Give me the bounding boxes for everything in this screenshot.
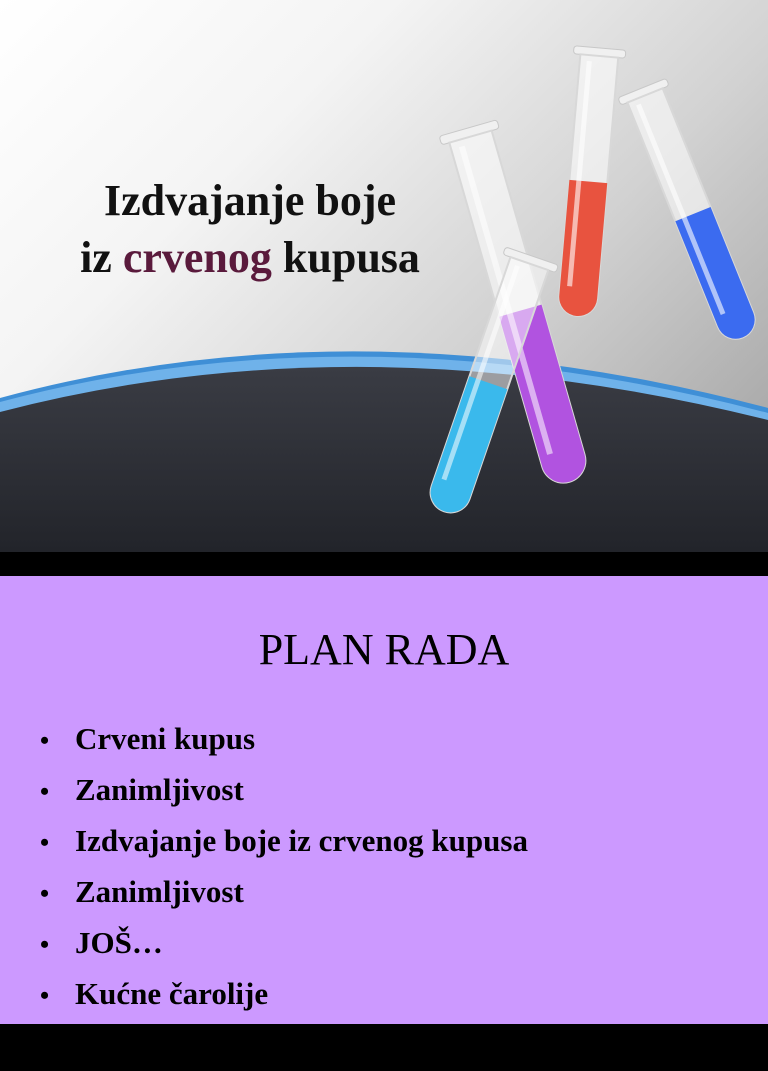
list-item-text: Crveni kupus: [75, 721, 256, 756]
title-prefix: iz: [80, 233, 123, 282]
list-item-text: Izdvajanje boje iz crvenog kupusa: [75, 823, 528, 858]
bullet-icon: •: [40, 1032, 50, 1061]
bullet-icon: •: [40, 930, 50, 959]
list-item: [40, 765, 528, 816]
list-item-text: Literatura: [75, 1027, 215, 1062]
title-line-1: Izdvajanje boje: [103, 176, 397, 225]
bullet-icon: •: [40, 777, 50, 806]
bullet-icon: •: [40, 828, 50, 857]
list-item: [40, 816, 528, 867]
list-item: [40, 867, 528, 918]
bullet-icon: •: [40, 879, 50, 908]
plan-slide: [0, 576, 768, 1062]
list-item-text: Zanimljivost: [75, 874, 244, 909]
list-item: [40, 1020, 528, 1071]
test-tube-blue-icon: [618, 78, 767, 347]
title-line-2: [40, 229, 460, 286]
bullet-icon: •: [40, 726, 50, 755]
bullet-icon: •: [40, 981, 50, 1010]
title-suffix: kupusa: [271, 233, 420, 282]
title-accent-word: crvenog: [122, 233, 272, 282]
slide-title: [40, 172, 460, 286]
list-item: [40, 714, 528, 765]
plan-list: [40, 714, 528, 1071]
plan-heading: PLAN RADA: [258, 625, 510, 674]
list-item: [40, 969, 528, 1020]
test-tube-red-icon: [551, 46, 626, 319]
slide-gap: [0, 552, 768, 576]
list-item-text: JOŠ…: [75, 925, 163, 960]
list-item-text: Kućne čarolije: [75, 976, 269, 1011]
list-item: [40, 918, 528, 969]
list-item-text: Zanimljivost: [75, 772, 244, 807]
